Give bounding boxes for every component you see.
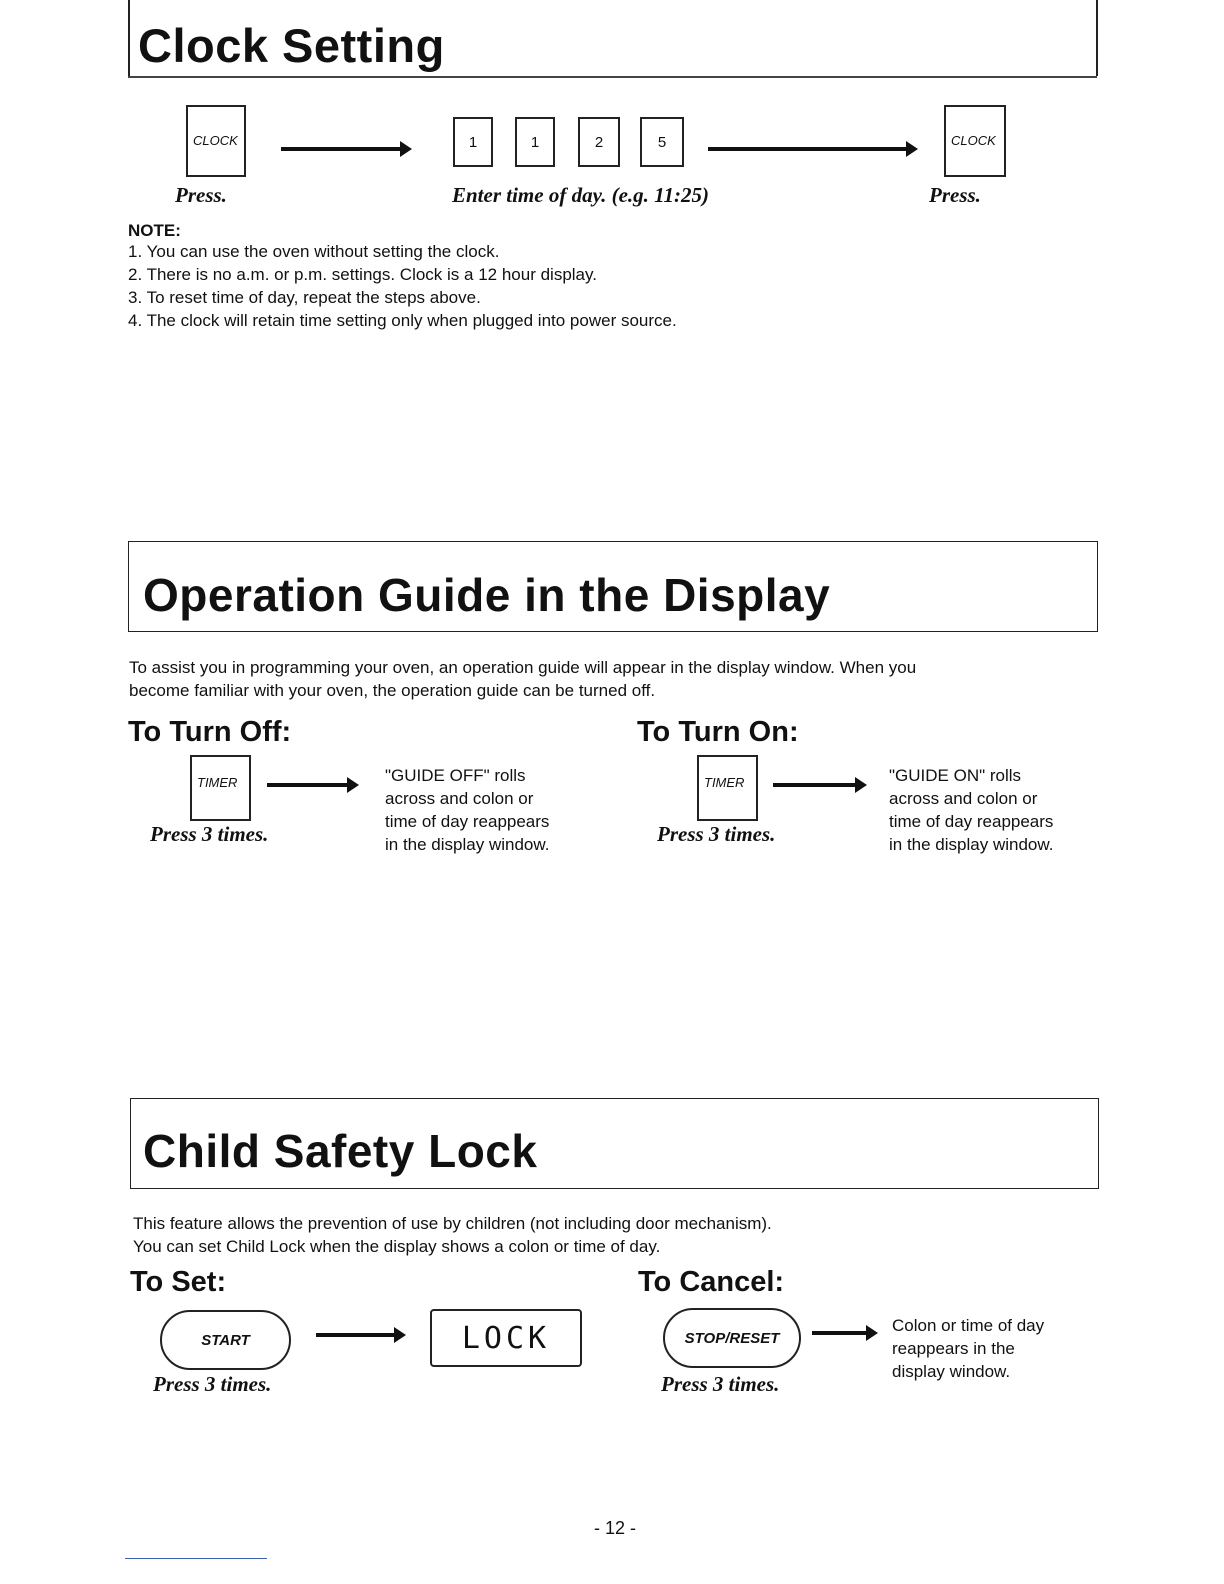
turn-on-desc-line: in the display window. [889, 835, 1054, 854]
arrow-right-icon [708, 147, 908, 151]
timer-key-off[interactable] [190, 755, 251, 821]
clock-setting-title: Clock Setting [138, 19, 445, 72]
clock-header-bottom-rule [128, 76, 1097, 78]
turn-off-desc-line: across and colon or [385, 789, 534, 808]
caption-press-left: Press. [175, 183, 227, 207]
timer-key-on-label: TIMER [704, 775, 745, 790]
stop-reset-button[interactable] [663, 1308, 801, 1368]
to-cancel-desc-line: display window. [892, 1362, 1011, 1381]
page-number: - 12 - [594, 1518, 637, 1538]
arrow-right-icon [773, 783, 857, 787]
to-set-heading: To Set: [130, 1266, 227, 1298]
turn-on-desc-line: across and colon or [889, 789, 1038, 808]
note-item: 4. The clock will retain time setting only when plugged into power source. [128, 311, 677, 330]
footer-rule [125, 1558, 267, 1559]
digit-key-4[interactable] [640, 117, 684, 167]
turn-on-heading: To Turn On: [637, 716, 799, 748]
digit-key-2-label: 1 [530, 133, 540, 151]
to-cancel-description [892, 1314, 1044, 1383]
turn-off-description [385, 764, 549, 856]
digit-key-1[interactable] [453, 117, 493, 167]
clock-key-right[interactable] [944, 105, 1006, 177]
turn-off-heading: To Turn Off: [128, 716, 292, 748]
timer-key-off-label: TIMER [197, 775, 238, 790]
turn-on-caption: Press 3 times. [657, 822, 776, 846]
note-item: 1. You can use the oven without setting the clock. [128, 242, 500, 261]
clock-header-left-rule [128, 0, 130, 76]
digit-key-2[interactable] [515, 117, 555, 167]
digit-key-1-label: 1 [468, 133, 478, 151]
turn-off-desc-line: "GUIDE OFF" rolls [385, 766, 526, 785]
clock-key-left-label: CLOCK [193, 133, 238, 148]
child-lock-intro: You can set Child Lock when the display shows a colon or time of day. [133, 1237, 661, 1256]
to-set-caption: Press 3 times. [153, 1372, 272, 1396]
start-button-label: START [201, 1331, 250, 1349]
lock-display-text: LOCK [461, 1320, 551, 1356]
to-cancel-caption: Press 3 times. [661, 1372, 780, 1396]
caption-press-right: Press. [929, 183, 981, 207]
arrow-right-icon [281, 147, 402, 151]
arrow-right-icon [316, 1333, 396, 1337]
turn-off-caption: Press 3 times. [150, 822, 269, 846]
to-cancel-heading: To Cancel: [638, 1266, 785, 1298]
digit-key-3-label: 2 [594, 133, 604, 151]
digit-key-3[interactable] [578, 117, 620, 167]
turn-off-desc-line: time of day reappears [385, 812, 550, 831]
child-lock-intro: This feature allows the prevention of use by children (not including door mechanism). [133, 1214, 772, 1233]
arrow-right-icon [267, 783, 349, 787]
timer-key-on[interactable] [697, 755, 758, 821]
to-cancel-desc-line: Colon or time of day [892, 1316, 1045, 1335]
turn-on-desc-line: time of day reappears [889, 812, 1054, 831]
turn-on-description [889, 764, 1053, 856]
note-item: 2. There is no a.m. or p.m. settings. Clock is a 12 hour display. [128, 265, 597, 284]
to-cancel-desc-line: reappears in the [892, 1339, 1015, 1358]
turn-off-desc-line: in the display window. [385, 835, 550, 854]
arrow-right-icon [812, 1331, 868, 1335]
start-button[interactable] [160, 1310, 291, 1370]
clock-key-right-label: CLOCK [951, 133, 996, 148]
lock-display [430, 1309, 582, 1367]
clock-key-left[interactable] [186, 105, 246, 177]
operation-guide-intro: To assist you in programming your oven, an operation guide will appear in the display window. When you [129, 658, 917, 677]
stop-reset-button-label: STOP/RESET [684, 1329, 780, 1347]
note-item: 3. To reset time of day, repeat the steps above. [128, 288, 481, 307]
operation-guide-intro: become familiar with your oven, the operation guide can be turned off. [129, 681, 656, 700]
operation-guide-title: Operation Guide in the Display [143, 569, 831, 621]
clock-header-right-rule [1096, 0, 1098, 76]
caption-enter-time: Enter time of day. (e.g. 11:25) [452, 183, 710, 207]
digit-key-4-label: 5 [657, 133, 667, 151]
child-lock-title: Child Safety Lock [143, 1125, 538, 1177]
turn-on-desc-line: "GUIDE ON" rolls [889, 766, 1022, 785]
note-heading: NOTE: [128, 221, 181, 240]
